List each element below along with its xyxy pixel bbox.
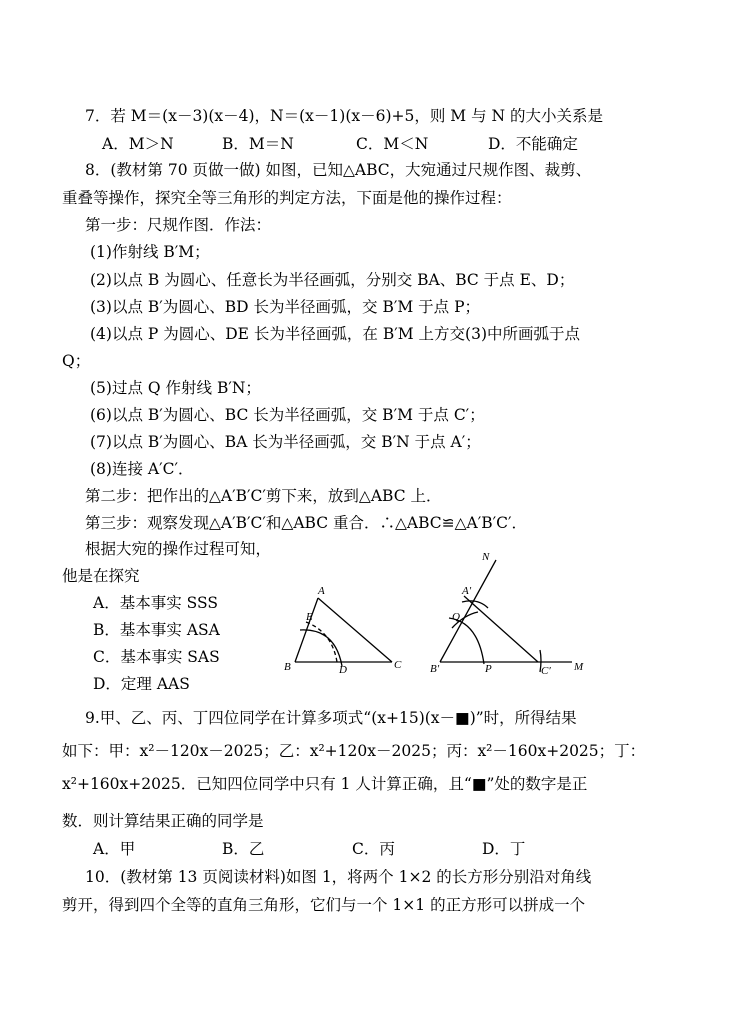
- q9-option-a: A．甲: [93, 840, 136, 858]
- figure-triangle-a1b1c1: [440, 560, 572, 672]
- q7-option-c: C．M＜N: [356, 135, 429, 153]
- q9-line4: 数．则计算结果正确的同学是: [62, 812, 264, 830]
- arc-q-mark: [452, 612, 478, 628]
- q10-line2: 剪开，得到四个全等的直角三角形，它们与一个 1×1 的正方形可以拼成一个: [62, 896, 586, 914]
- q8-step-3: (3)以点 B′为圆心、BD 长为半径画弧，交 B′M 于点 P；: [90, 298, 481, 316]
- q8-option-b: B．基本事实 ASA: [93, 621, 220, 639]
- side-ac: [318, 598, 392, 662]
- arc-a1-mark: [462, 601, 488, 608]
- label-d: D: [339, 664, 347, 676]
- q8-line2: 重叠等操作，探究全等三角形的判定方法，下面是他的操作过程：: [62, 189, 512, 207]
- q8-step3: 第三步：观察发现△A′B′C′和△ABC 重合．∴△ABC≌△A′B′C′．: [85, 514, 528, 532]
- side-a1c1: [464, 596, 538, 662]
- q9-line3: x²+160x+2025．已知四位同学中只有 1 人计算正确，且“■”处的数字是正: [62, 775, 588, 793]
- label-m: M: [574, 661, 584, 673]
- label-a-prime: A′: [462, 585, 472, 597]
- q8-step-6: (6)以点 B′为圆心、BC 长为半径画弧，交 B′M 于点 C′；: [90, 406, 485, 424]
- q8-step-5: (5)过点 Q 作射线 B′N；: [90, 379, 261, 397]
- q8-step-4a: (4)以点 P 为圆心、DE 长为半径画弧，在 B′M 上方交(3)中所画弧于点: [90, 325, 581, 343]
- q9-line1: 9.甲、乙、丙、丁四位同学在计算多项式“(x+15)(x－■)”时，所得结果: [85, 709, 577, 727]
- label-a: A: [318, 585, 325, 597]
- q7-option-a: A．M＞N: [102, 135, 174, 153]
- label-c-prime: C′: [541, 665, 551, 677]
- arc-ed: [306, 622, 337, 662]
- q8-line1: 8．(教材第 70 页做一做) 如图，已知△ABC，大宛通过尺规作图、裁剪、: [85, 161, 592, 179]
- arc-qp: [449, 618, 484, 664]
- label-e: E: [306, 611, 313, 623]
- figure-triangle-abc: [295, 598, 392, 666]
- q8-option-c: C．基本事实 SAS: [93, 648, 220, 666]
- label-q: Q: [452, 611, 460, 623]
- q9-option-b: B．乙: [222, 840, 265, 858]
- q8-option-d: D．定理 AAS: [93, 675, 190, 693]
- q8-step1-title: 第一步：尺规作图．作法：: [85, 216, 272, 234]
- q7-option-b: B．M＝N: [222, 135, 294, 153]
- q9-option-d: D．丁: [482, 840, 526, 858]
- q8-step-2: (2)以点 B 为圆心、任意长为半径画弧，分别交 BA、BC 于点 E、D；: [90, 271, 575, 289]
- q8-question-line1: 根据大宛的操作过程可知，: [85, 540, 272, 558]
- q8-step-1: (1)作射线 B′M；: [90, 243, 210, 261]
- label-b: B: [284, 661, 291, 673]
- ray-b1n: [440, 560, 496, 662]
- q8-step-4b: Q；: [62, 352, 91, 370]
- label-p: P: [485, 663, 492, 675]
- label-n: N: [482, 551, 490, 563]
- q8-question-line2: 他是在探究: [62, 567, 140, 585]
- q9-line2: 如下：甲：x²－120x－2025；乙：x²+120x－2025；丙：x²－160x+2025；丁：: [62, 742, 646, 760]
- arc-c1-mark: [540, 650, 541, 672]
- q8-step2: 第二步：把作出的△A′B′C′剪下来，放到△ABC 上．: [85, 487, 442, 505]
- label-c: C: [394, 659, 402, 671]
- arc-e-solid: [300, 630, 342, 666]
- q8-step-8: (8)连接 A′C′．: [90, 460, 194, 478]
- label-b-prime: B′: [430, 663, 440, 675]
- q8-option-a: A．基本事实 SSS: [93, 594, 218, 612]
- q10-line1: 10．(教材第 13 页阅读材料)如图 1，将两个 1×2 的长方形分别沿对角线: [85, 868, 592, 886]
- side-ba: [295, 598, 318, 662]
- q7-stem: 7．若 M＝(x－3)(x－4)，N＝(x－1)(x－6)+5，则 M 与 N 的大小关系是: [85, 107, 604, 125]
- q9-option-c: C．丙: [352, 840, 395, 858]
- q8-step-7: (7)以点 B′为圆心、BA 长为半径画弧，交 B′N 于点 A′；: [90, 433, 481, 451]
- q7-option-d: D．不能确定: [488, 135, 578, 153]
